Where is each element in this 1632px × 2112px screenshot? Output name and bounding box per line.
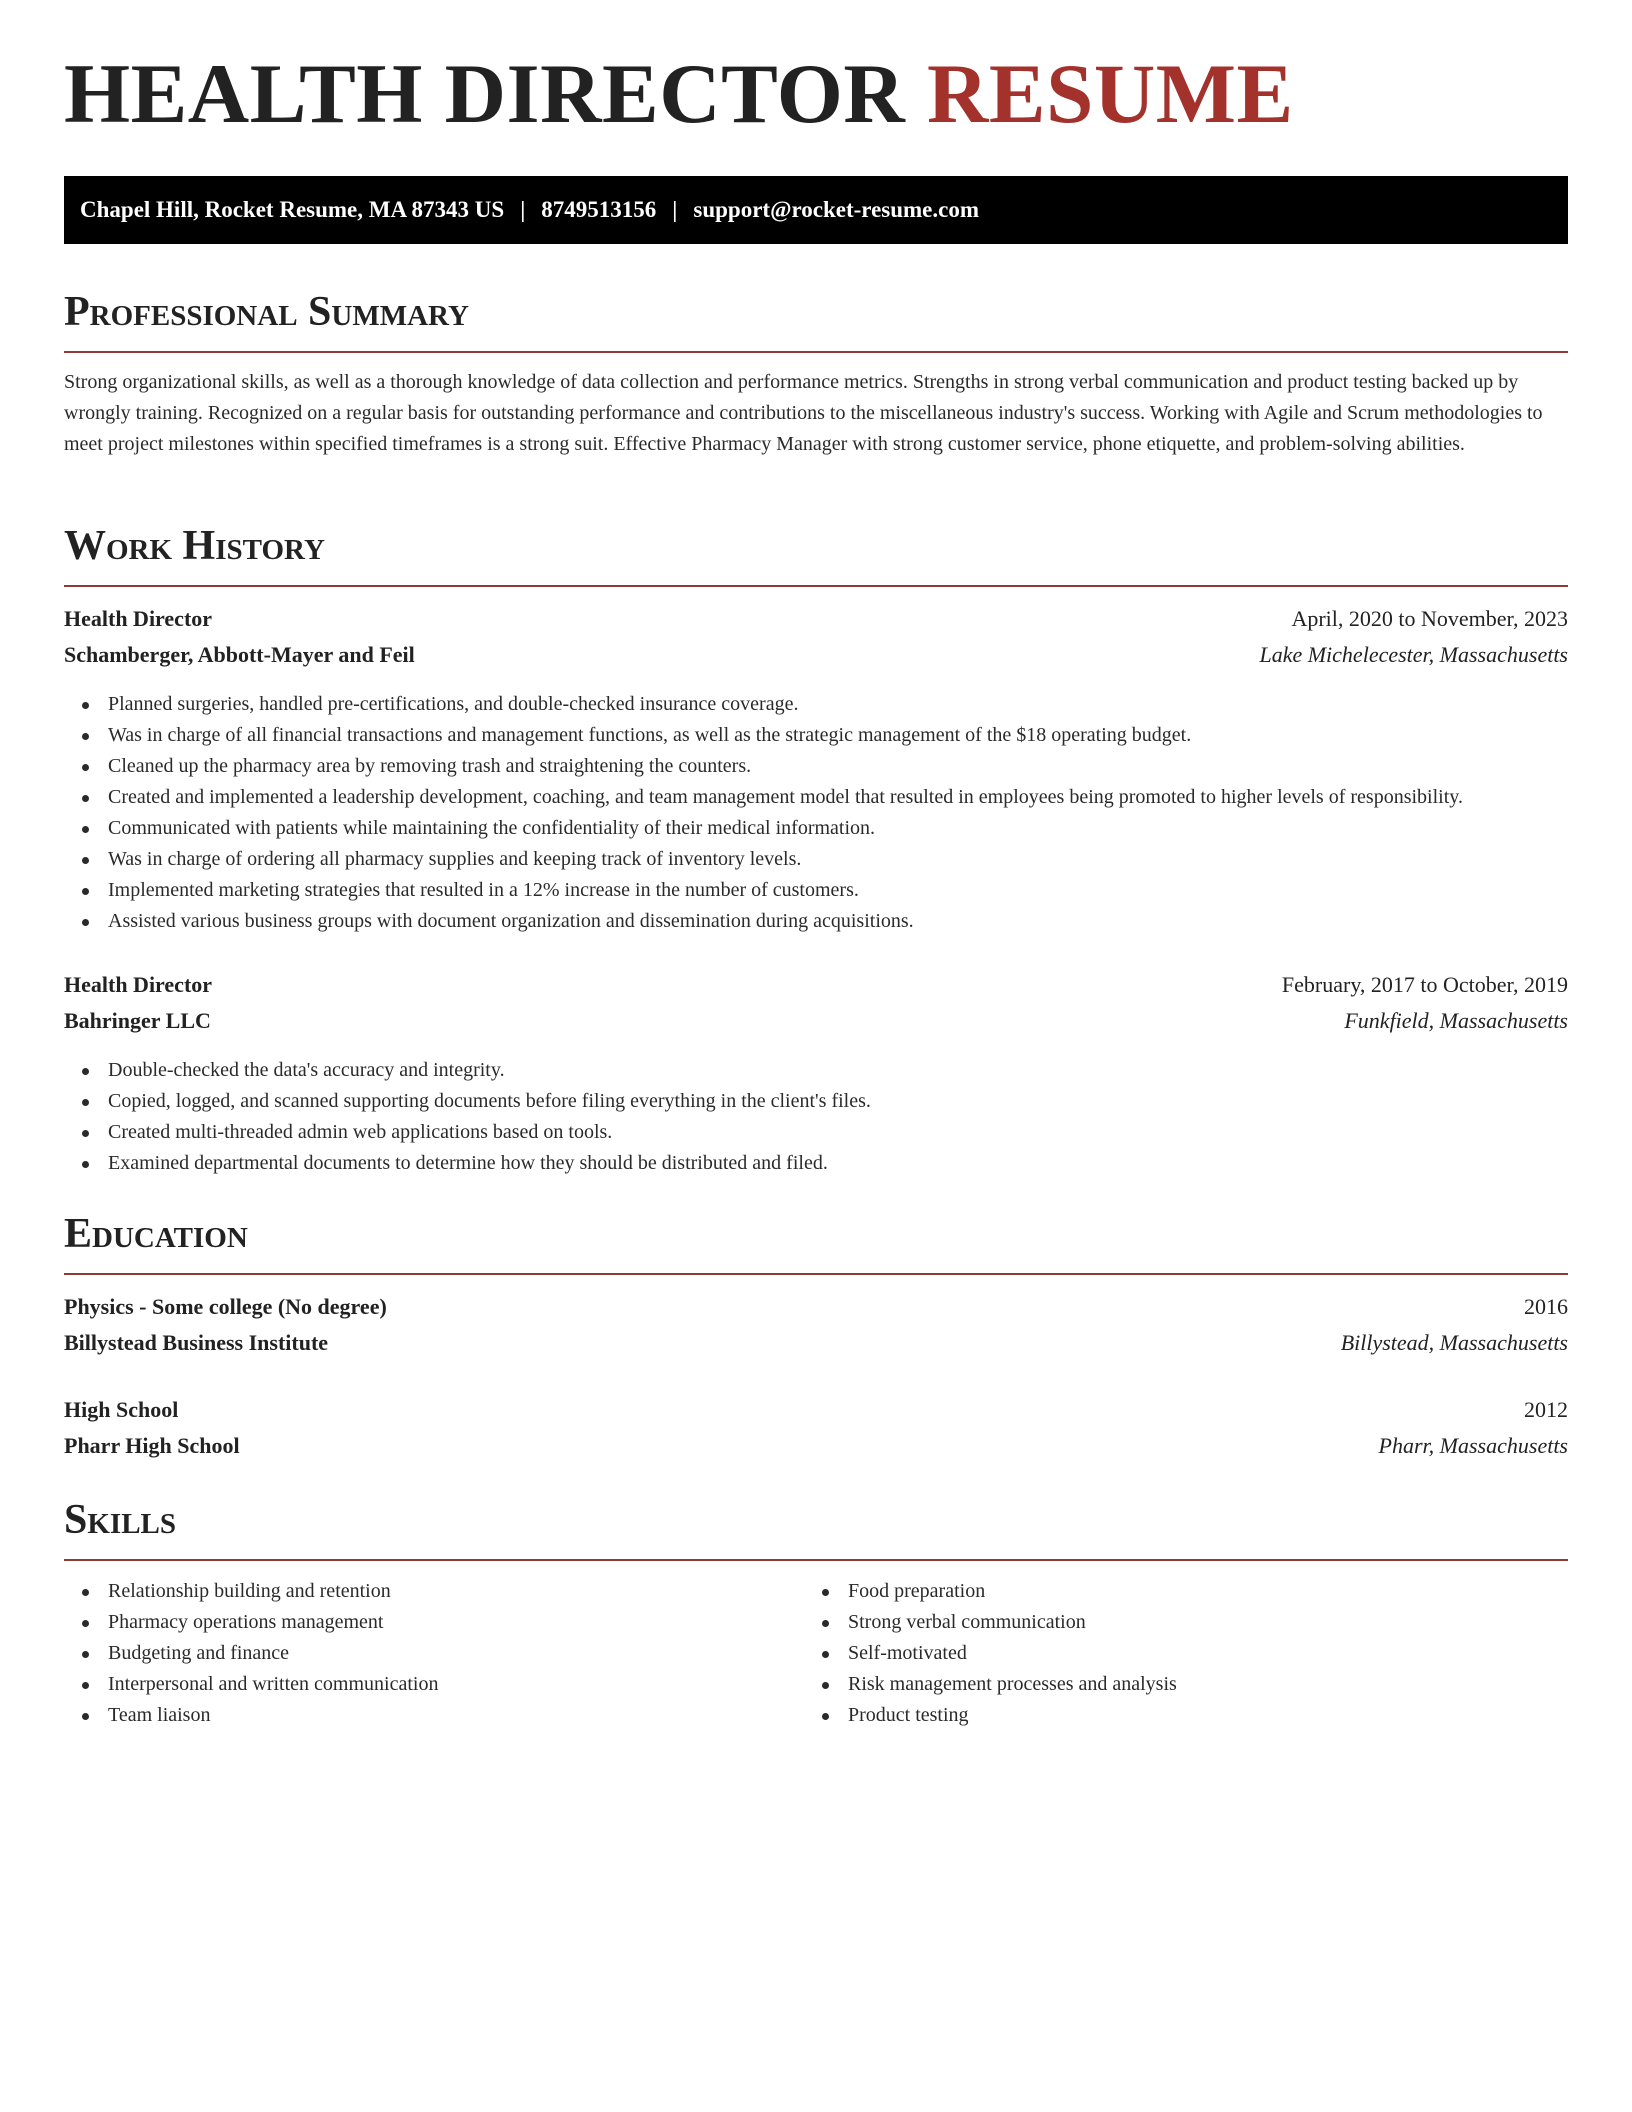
- education-year: 2016: [1524, 1294, 1568, 1319]
- education-location: Billystead, Massachusetts: [1340, 1330, 1568, 1355]
- contact-separator: |: [672, 197, 678, 222]
- education-school: Billystead Business Institute: [64, 1330, 329, 1355]
- contact-phone: 8749513156: [541, 197, 657, 222]
- education-school-row: [64, 1332, 1568, 1354]
- skill-item: Self-motivated: [804, 1638, 1632, 1669]
- skill-item: Risk management processes and analysis: [804, 1669, 1632, 1700]
- skill-item: Relationship building and retention: [64, 1576, 1568, 1607]
- section-title-education: Education: [64, 1211, 248, 1257]
- skill-item: Team liaison: [64, 1700, 1568, 1731]
- list-item: Copied, logged, and scanned supporting documents before filing everything in the client's files.: [64, 1086, 1568, 1117]
- job-company-row: [64, 1010, 1568, 1032]
- list-item: Created and implemented a leadership development, coaching, and team management model that resulted in employees being promoted to higher levels of responsibility.: [64, 782, 1568, 813]
- list-item: Planned surgeries, handled pre-certifications, and double-checked insurance coverage.: [64, 689, 1568, 720]
- education-degree: High School: [64, 1397, 179, 1422]
- contact-separator: |: [520, 197, 526, 222]
- job-title: Health Director: [64, 972, 213, 997]
- section-title-work-history: Work History: [64, 523, 325, 569]
- section-divider: [64, 1559, 1568, 1561]
- list-item: Implemented marketing strategies that resulted in a 12% increase in the number of customers.: [64, 875, 1568, 906]
- job-header: [64, 608, 1568, 630]
- list-item: Was in charge of all financial transactions and management functions, as well as the strategic management of the $18 operating budget.: [64, 720, 1568, 751]
- section-divider: [64, 1273, 1568, 1275]
- job-bullets: [64, 1055, 1568, 1179]
- job-title: Health Director: [64, 606, 213, 631]
- list-item: Examined departmental documents to determine how they should be distributed and filed.: [64, 1148, 1568, 1179]
- section-divider: [64, 585, 1568, 587]
- job-company: Schamberger, Abbott-Mayer and Feil: [64, 642, 415, 667]
- job-company-row: [64, 644, 1568, 666]
- skill-item: Strong verbal communication: [804, 1607, 1632, 1638]
- skill-item: Interpersonal and written communication: [64, 1669, 1568, 1700]
- list-item: Created multi-threaded admin web applications based on tools.: [64, 1117, 1568, 1148]
- list-item: Was in charge of ordering all pharmacy supplies and keeping track of inventory levels.: [64, 844, 1568, 875]
- education-degree: Physics - Some college (No degree): [64, 1294, 387, 1319]
- section-divider: [64, 351, 1568, 353]
- job-company: Bahringer LLC: [64, 1008, 211, 1033]
- list-item: Communicated with patients while maintaining the confidentiality of their medical information.: [64, 813, 1568, 844]
- summary-text: Strong organizational skills, as well as a thorough knowledge of data collection and performance metrics. Strengths in strong verbal communication and product testing backed up by wrongly training. Recognized on a regular basis for outstanding performance and contributions to the miscellaneous industry's success. Working with Agile and Scrum methodologies to meet project milestones within specified timeframes is a strong suit. Effective Pharmacy Manager with strong customer service, phone etiquette, and problem-solving abilities.: [64, 371, 1543, 455]
- list-item: Assisted various business groups with document organization and dissemination during acquisitions.: [64, 906, 1568, 937]
- skill-item: Budgeting and finance: [64, 1638, 1568, 1669]
- job-header: [64, 974, 1568, 996]
- education-location: Pharr, Massachusetts: [1378, 1433, 1568, 1458]
- job-bullets: [64, 689, 1568, 937]
- contact-address: Chapel Hill, Rocket Resume, MA 87343 US: [80, 197, 505, 222]
- list-item: Double-checked the data's accuracy and integrity.: [64, 1055, 1568, 1086]
- education-year: 2012: [1524, 1397, 1568, 1422]
- job-dates: February, 2017 to October, 2019: [1281, 972, 1568, 997]
- section-title-skills: Skills: [64, 1497, 177, 1543]
- education-school-row: [64, 1435, 1568, 1457]
- education-header: [64, 1399, 1568, 1421]
- skill-item: Food preparation: [804, 1576, 1632, 1607]
- education-header: [64, 1296, 1568, 1318]
- job-location: Funkfield, Massachusetts: [1344, 1008, 1568, 1033]
- section-title-summary: Professional Summary: [64, 289, 469, 335]
- skill-item: Product testing: [804, 1700, 1632, 1731]
- contact-email: support@rocket-resume.com: [693, 197, 980, 222]
- job-dates: April, 2020 to November, 2023: [1291, 606, 1568, 631]
- title-main: HEALTH DIRECTOR: [64, 47, 906, 141]
- title-accent: RESUME: [926, 47, 1294, 141]
- resume-title: [64, 47, 1294, 141]
- list-item: Cleaned up the pharmacy area by removing trash and straightening the counters.: [64, 751, 1568, 782]
- job-location: Lake Michelecester, Massachusetts: [1259, 642, 1568, 667]
- skill-item: Pharmacy operations management: [64, 1607, 1568, 1638]
- education-school: Pharr High School: [64, 1433, 240, 1458]
- skills-list: [804, 1576, 1632, 1731]
- contact-bar: [64, 176, 1568, 244]
